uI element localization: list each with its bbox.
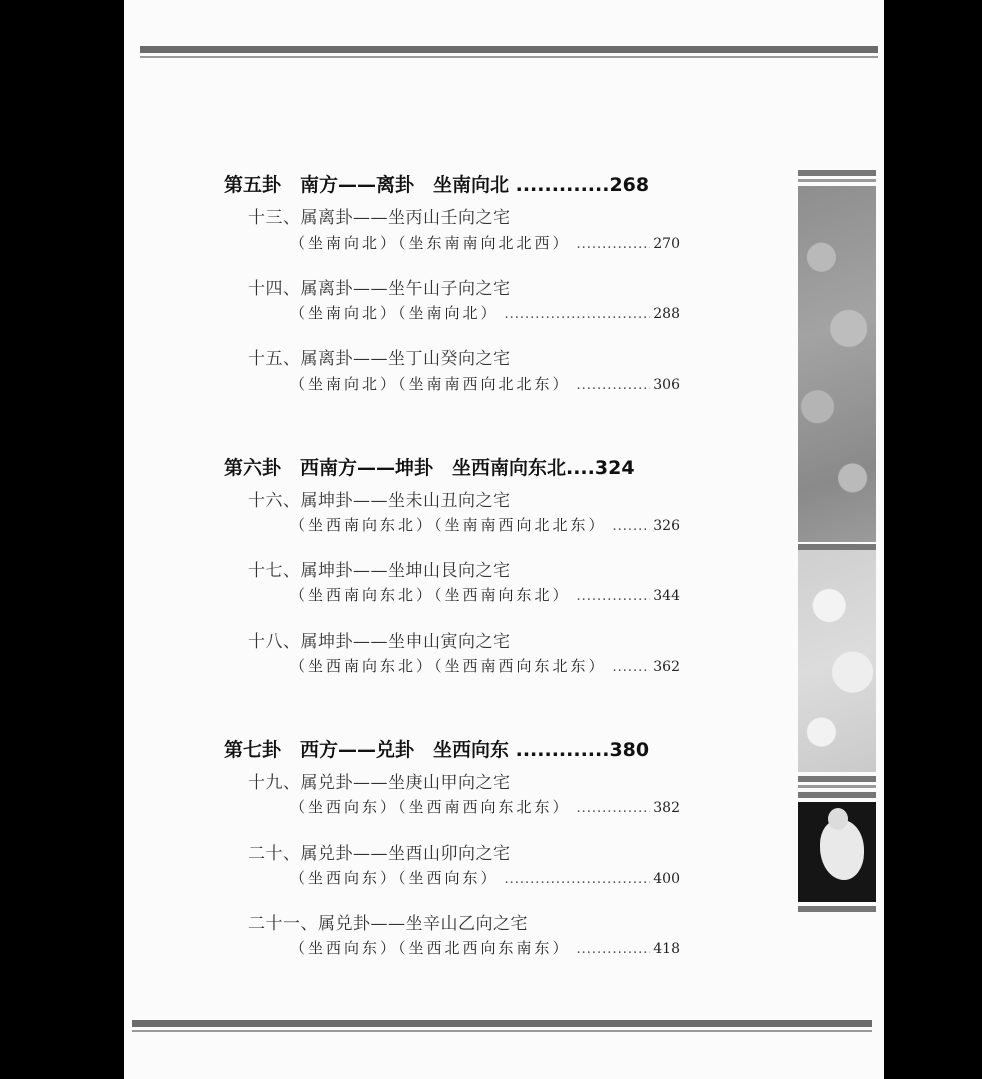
entry-page: 306 [653, 377, 680, 393]
toc-entry-title[interactable]: 十三、属离卦——坐丙山壬向之宅 [248, 208, 511, 228]
chapter-title: 第五卦 南方——离卦 坐南向北 ............. [224, 174, 610, 196]
toc-entry-title[interactable]: 十四、属离卦——坐午山子向之宅 [248, 279, 511, 299]
floral-panel-light [798, 550, 876, 788]
toc-entry-subtitle[interactable] [290, 796, 680, 817]
chapter-page: 380 [609, 739, 650, 761]
floral-panel-dark [798, 170, 876, 550]
toc-entry-subtitle[interactable] [290, 373, 680, 394]
toc-entry-subtitle[interactable] [290, 655, 680, 676]
entry-orientation: （坐西南向东北）（坐南南西向北北东） [290, 516, 607, 534]
bottom-rule [132, 1020, 872, 1032]
entry-orientation: （坐西向东）（坐西向东） [290, 869, 499, 887]
chapter-title: 第七卦 西方——兑卦 坐西向东 ............. [224, 739, 610, 761]
toc-entry-title[interactable]: 十六、属坤卦——坐未山丑向之宅 [248, 491, 511, 511]
entry-page: 382 [653, 800, 680, 816]
figure-panel [798, 792, 876, 912]
toc-entry-title[interactable]: 二十一、属兑卦——坐辛山乙向之宅 [248, 914, 528, 934]
entry-page: 288 [653, 306, 680, 322]
entry-orientation: （坐西向东）（坐西北西向东南东） [290, 939, 571, 957]
chapter-page: 324 [594, 457, 635, 479]
toc-entry-title[interactable]: 十七、属坤卦——坐坤山艮向之宅 [248, 561, 511, 581]
toc-entry-subtitle[interactable] [290, 302, 680, 323]
entry-page: 362 [653, 659, 680, 675]
toc-entry-title[interactable]: 十九、属兑卦——坐庚山甲向之宅 [248, 773, 511, 793]
chapter-title: 第六卦 西南方——坤卦 坐西南向东北.... [224, 457, 595, 479]
entry-page: 270 [653, 236, 680, 252]
entry-orientation: （坐南向北）（坐南向北） [290, 304, 499, 322]
toc-entry-title[interactable]: 二十、属兑卦——坐酉山卯向之宅 [248, 844, 511, 864]
entry-orientation: （坐西向东）（坐西南西向东北东） [290, 798, 571, 816]
toc-entry-subtitle[interactable] [290, 937, 680, 958]
toc-entry-title[interactable]: 十八、属坤卦——坐申山寅向之宅 [248, 632, 511, 652]
book-page [124, 0, 884, 1079]
toc-entry-subtitle[interactable] [290, 232, 680, 253]
entry-page: 418 [653, 941, 680, 957]
chapter-heading[interactable] [224, 170, 684, 197]
toc-entry-subtitle[interactable] [290, 584, 680, 605]
chapter-page: 268 [609, 174, 650, 196]
toc-entry-title[interactable]: 十五、属离卦——坐丁山癸向之宅 [248, 349, 511, 369]
top-rule [140, 46, 878, 58]
chapter-heading[interactable] [224, 453, 684, 480]
entry-orientation: （坐南向北）（坐南南西向北北东） [290, 375, 571, 393]
entry-page: 326 [653, 518, 680, 534]
entry-orientation: （坐西南向东北）（坐西南西向东北东） [290, 657, 607, 675]
chapter-heading[interactable] [224, 735, 684, 762]
entry-page: 344 [653, 588, 680, 604]
toc-entry-subtitle[interactable] [290, 514, 680, 535]
toc-entry-subtitle[interactable] [290, 867, 680, 888]
entry-orientation: （坐西南向东北）（坐西南向东北） [290, 586, 571, 604]
entry-page: 400 [653, 871, 680, 887]
entry-orientation: （坐南向北）（坐东南南向北北西） [290, 234, 571, 252]
